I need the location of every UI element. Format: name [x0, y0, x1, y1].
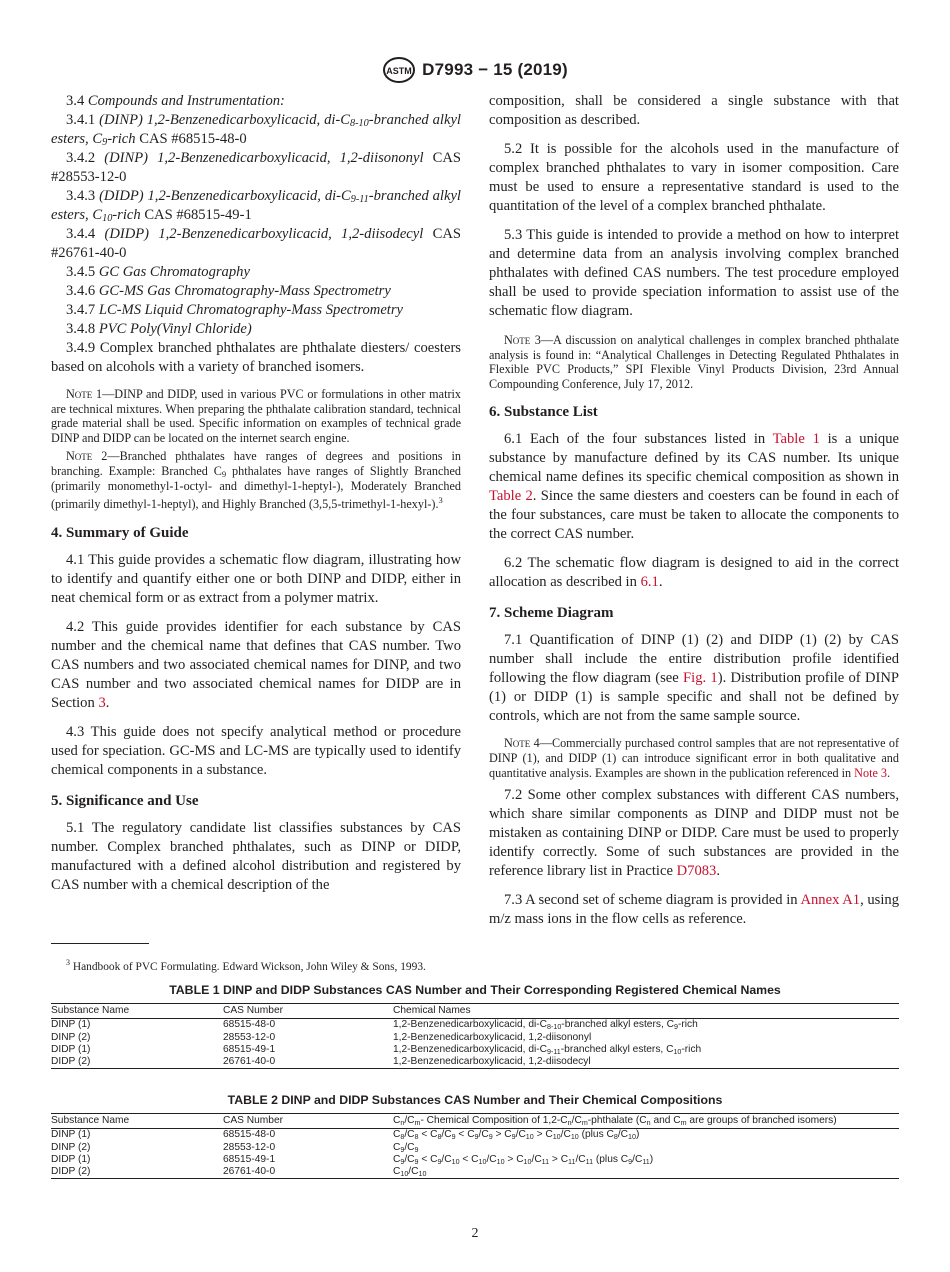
- column-header: CAS Number: [223, 1005, 284, 1016]
- table-row: DIDP (1) 68515-49-1 $C_9/C_9 < C_9/C_{10} < C_{10}/C_{10} > C_{10}/C_{11} > C_{11}/C_{11}$ (plus $C_9/C_{11}$): [51, 1153, 654, 1166]
- astm-logo-icon: [382, 56, 416, 84]
- table-row: DINP (2) 28553-12-0 $C_9/C_9$: [51, 1141, 419, 1154]
- column-header: Chemical Names: [393, 1005, 471, 1016]
- section-4-heading: 4. Summary of Guide: [51, 524, 189, 541]
- note-3-link[interactable]: Note 3: [854, 765, 888, 780]
- section-3-4-9: 3.4.9 Complex branched phthalates are phthalate diesters/ coesters based on alcohols with a variety of branched isomers.: [51, 340, 461, 375]
- paragraph-4-1: 4.1 This guide provides a schematic flow diagram, illustrating how to identify and quantify either one or both DINP and DIDP, either in neat chemical form or as extract from a polymer matrix.: [51, 551, 461, 606]
- column-header: CAS Number: [223, 1115, 284, 1126]
- page-header: [0, 56, 950, 89]
- table-header-row: [51, 1114, 899, 1129]
- column-header: Substance Name: [51, 1115, 130, 1126]
- left-column: 3.4 Compounds and Instrumentation: 3.4.1 (DINP) 1,2-Benzenedicarboxylicacid, $di-C_{8-10}$-branched alkyl esters, $C_9$-rich CAS #68515-48-0 3.4.2 (DINP) 1,2-Benzenedicarboxylicacid, 1,2-diisononyl CAS #28553-12-0 3.4.3 (DIDP) 1,2-Benzenedicarboxylicacid, $di-C_{9-11}$-branched alkyl esters, $C_{10}$-rich CAS #68515-49-1 3.4.4 (DIDP) 1,2-Benzenedicarboxylicacid, 1,2-diisodecyl CAS #26761-40-0 3.4.5 GC Gas Chromatography 3.4.6 GC-MS Gas Chromatography-Mass Spectrometry 3.4.7 LC-MS Liquid Chromatography-Mass Spectrometry 3.4.8 PVC Poly(Vinyl Chloride) 3.4.9 Complex branched phthalates are phthalate diesters/ coesters based on alcohols with a variety of branched isomers. Note 1—DINP and DIDP, used in various PVC or formulations in other matrix are technical mixtures. When preparing the phthalate calibration standard, technical grade material shall be used. Specific information on examples of technical grade DINP and DIDP can be located on the internet search engine. Note 2—Branched phthalates have ranges of degrees and positions in branching. Example: Branched $C_9$ phthalates have ranges of Slightly Branched (primarily monomethyl-1-octyl- and dimethyl-1-heptyl-), Moderately Branched (primarily dimethyl-1-heptyl), and Highly Branched (3,5,5-trimethyl-1-hexyl-).$^3$ 4. Summary of Guide 4.1 This guide provides a schematic flow diagram, illustrating how to identify and quantify either one or both DINP and DIDP, either in neat chemical form or as extract from a polymer matrix. 4.2 This guide provides identifier for each substance by CAS number and the chemical name that defines that CAS number. Two CAS numbers and two associated chemical names for DINP, and two CAS number and two associated chemical names for DIDP are in Section 3. 4.3 This guide does not specify analytical method or procedure used for speciation. GC-MS and LC-MS are typically used to identify chemical components in a substance. 5. Significance and Use 5.1 The regulatory candidate list classifies substances by CAS number. Complex branched phthalates, such as DINP or DIDP, manufactured with a defined alcohol distribution and registered by CAS number with a chemical description of the: [51, 93, 462, 893]
- d7083-link[interactable]: D7083: [676, 863, 717, 880]
- section-6-heading: 6. Substance List: [489, 404, 598, 421]
- right-column: [489, 92, 899, 929]
- page-number: 2: [471, 1226, 479, 1241]
- table-1-link[interactable]: Table 1: [772, 431, 820, 448]
- table-2-link[interactable]: Table 2: [489, 488, 533, 505]
- paragraph-6-2: 6.2 The schematic flow diagram is designed to aid in the correct allocation as described in 6.1.: [489, 555, 899, 591]
- section-5-heading: 5. Significance and Use: [51, 792, 199, 809]
- table-row: DINP (1) 68515-48-0 $C_8/C_8 < C_8/C_9 < C_9/C_9 > C_9/C_{10} > C_{10}/C_{10}$ (plus $C_8/C_{10}$): [51, 1129, 640, 1142]
- table-1-title: TABLE 1 DINP and DIDP Substances CAS Number and Their Corresponding Registered Chemical Names: [169, 983, 781, 997]
- table-row: DINP (1) 68515-48-0 1,2-Benzenedicarboxylicacid, $di-C_{8-10}$-branched alkyl esters, $C_9$-rich: [51, 1019, 698, 1032]
- note-4: Note 4—Commercially purchased control samples that are not representative of DINP (1), and DIDP (1) can introduce significant error in both qualitative and quantitative analysis. Examples are shown in the publication referenced in Note 3.: [489, 736, 900, 780]
- paragraph-6-1: 6.1 Each of the four substances listed in Table 1 is a unique substance by manufacture defined by its CAS number. Its unique chemical name defines its specific chemical composition as shown in Table 2. Since the same diesters and coesters can be found in each of the four substances, care must be taken to allocate the components to the correct CAS number.: [489, 431, 899, 543]
- note-2: Note 2—Branched phthalates have ranges of degrees and positions in branching. Example: Branched $C_9$ phthalates have ranges of Slightly Branched (primarily monomethyl-1-octyl- and dimethyl-1-heptyl-), Moderately Branched (primarily dimethyl-1-heptyl), and Highly Branched (3,5,5-trimethyl-1-hexyl-).$^3$: [51, 449, 462, 512]
- table-row: DIDP (1) 68515-49-1 1,2-Benzenedicarboxylicacid, $di-C_{9-11}$-branched alkyl esters, $C_{10}$-rich: [51, 1043, 702, 1056]
- table-row: DIDP (2) 26761-40-0 $C_{10}/C_{10}$: [51, 1166, 899, 1179]
- column-header: $C_n/C_m-$ Chemical Composition of $1,2-C_n/C_m$-phthalate ($C_n$ and $C_m$ are groups of branched isomers): [393, 1115, 837, 1127]
- paragraph-7-2: 7.2 Some other complex substances with different CAS numbers, which share similar components as DINP and DIDP must not be mistaken as containing DINP or DIDP. Care must be used to properly identify correctly. Some of such substances are provided in the reference library list in Practice D7083.: [489, 787, 899, 880]
- paragraph-5-2: 5.2 It is possible for the alcohols used in the manufacture of complex branched phthalates to vary in isomer composition. Care must be used to ensure a representative standard is used to the quantitation of the level of a complex branched phthalate.: [489, 141, 899, 214]
- section-6-1-link[interactable]: 6.1: [640, 574, 659, 591]
- paragraph-5-1-continued: composition, shall be considered a single substance with that composition as described.: [489, 93, 899, 128]
- footnote-3: $^3$ Handbook of PVC Formulating. Edward Wickson, John Wiley & Sons, 1993.: [66, 958, 426, 973]
- table-row: DINP (2) 28553-12-0 1,2-Benzenedicarboxylicacid, 1,2-diisononyl: [51, 1031, 592, 1043]
- paragraph-4-2: 4.2 This guide provides identifier for each substance by CAS number and the chemical name that defines that CAS number. Two CAS numbers and two associated chemical names for DINP, and two CAS number and two associated chemical names for DIDP are in Section 3.: [51, 618, 461, 711]
- table-row: DIDP (2) 26761-40-0 1,2-Benzenedicarboxylicacid, 1,2-diisodecyl: [51, 1056, 899, 1069]
- figure-1-link[interactable]: Fig. 1: [683, 670, 718, 687]
- paragraph-5-3: 5.3 This guide is intended to provide a method on how to interpret and determine data from an analysis involving complex branched phthalates with defined CAS numbers. The test procedure employed shall be used to provide speciation information to assist use of the schematic flow diagram.: [489, 227, 899, 319]
- annex-a1-link[interactable]: Annex A1: [800, 892, 861, 909]
- svg-text:ASTM: ASTM: [386, 66, 412, 76]
- paragraph-7-3: 7.3 A second set of scheme diagram is provided in Annex A1, using m/z mass ions in the flow cells as reference.: [489, 892, 900, 928]
- paragraph-7-1: 7.1 Quantification of DINP (1) (2) and DIDP (1) (2) by CAS number shall include the entire distribution profile identified following the flow diagram (see Fig. 1). Distribution profile of DINP (1) or DIDP (1) is sample specific and shall not be defined by controls, which are not from the same sample source.: [489, 632, 899, 725]
- column-header: Substance Name: [51, 1005, 130, 1016]
- footnote-divider: [51, 943, 149, 944]
- note-1: Note 1—DINP and DIDP, used in various PVC or formulations in other matrix are technical mixtures. When preparing the phthalate calibration standard, technical grade material shall be used. Specific information on examples of technical grade DINP and DIDP can be located on the internet search engine.: [51, 387, 461, 445]
- paragraph-5-1: 5.1 The regulatory candidate list classifies substances by CAS number. Complex branched phthalates, such as DINP or DIDP, manufactured with a defined alcohol distribution and registered by CAS number with a chemical description of the: [51, 819, 461, 893]
- paragraph-4-3: 4.3 This guide does not specify analytical method or procedure used for speciation. GC-MS and LC-MS are typically used to identify chemical components in a substance.: [51, 723, 461, 778]
- table-2: [51, 1113, 899, 1179]
- note-3: Note 3—A discussion on analytical challenges in complex branched phthalate analysis is found in: “Analytical Challenges in Detecting Regulated Phthalates in Flexible PVC Products,” SPI Flexible Vinyl Products Division, 23rd Annual Compounding Conference, July 17, 2012.: [489, 333, 899, 391]
- table-2-title: TABLE 2 DINP and DIDP Substances CAS Number and Their Chemical Compositions: [227, 1093, 723, 1107]
- table-1: [51, 1003, 899, 1069]
- document-id: D7993 − 15 (2019): [422, 60, 568, 79]
- table-header-row: [51, 1004, 899, 1019]
- section-7-heading: 7. Scheme Diagram: [489, 605, 614, 622]
- section-3-link[interactable]: 3: [98, 694, 106, 711]
